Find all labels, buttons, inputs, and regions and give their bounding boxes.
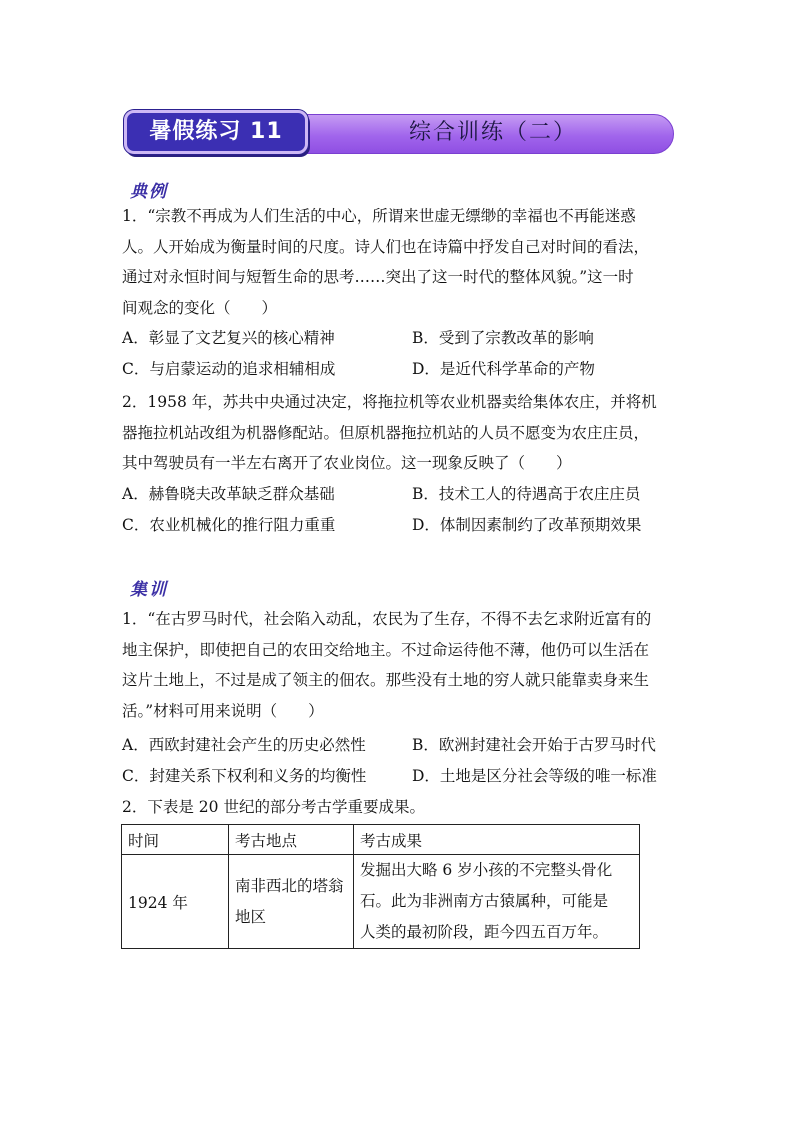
- cell-line: 人类的最初阶段，距今四五百万年。: [360, 923, 609, 941]
- stem-line: 2．1958 年，苏共中央通过决定，将拖拉机等农业机器卖给集体农庄，并将机: [122, 393, 657, 411]
- intro-line: 2．下表是 20 世纪的部分考古学重要成果。: [122, 798, 425, 816]
- option-a: A．彰显了文艺复兴的核心精神: [122, 329, 335, 347]
- cell-line: 地区: [235, 907, 267, 926]
- option-c: C．封建关系下权利和义务的均衡性: [122, 766, 367, 785]
- stem-line: 其中驾驶员有一半左右离开了农业岗位。这一现象反映了（ ）: [122, 454, 572, 472]
- stem-line: 间观念的变化（ ）: [122, 298, 278, 317]
- table-row: [122, 855, 640, 949]
- option-a: A．西欧封建社会产生的历史必然性: [122, 736, 366, 754]
- option-b: B．技术工人的待遇高于农庄庄员: [412, 485, 641, 503]
- question-2-stem: [122, 387, 674, 479]
- option-b: B．受到了宗教改革的影响: [412, 329, 594, 347]
- exercise-number-tag: 暑假练习 11: [124, 110, 308, 154]
- stem-line: 地主保护，即使把自己的农田交给地主。不过命运待他不薄，他仍可以生活在: [122, 640, 650, 659]
- option-d: D．体制因素制约了改革预期效果: [412, 515, 642, 534]
- column-header-result: 考古成果: [354, 825, 640, 855]
- column-header-time: 时间: [122, 825, 229, 855]
- cell-time: 1924 年: [122, 855, 229, 949]
- question-2-options: [122, 479, 682, 540]
- question-1-stem: [122, 201, 674, 323]
- practice-question-1-stem: [122, 604, 674, 726]
- practice-question-1-options: [122, 730, 682, 791]
- option-d: D．是近代科学革命的产物: [412, 359, 595, 378]
- section-heading-practice: 集训: [130, 580, 168, 600]
- cell-line: 发掘出大略 6 岁小孩的不完整头骨化: [360, 861, 613, 879]
- question-1-options: [122, 323, 682, 384]
- stem-line: 1．“在古罗马时代，社会陷入动乱，农民为了生存，不得不去乞求附近富有的: [122, 610, 652, 628]
- cell-line: 石。此为非洲南方古猿属种，可能是: [360, 892, 609, 910]
- stem-line: 人。人开始成为衡量时间的尺度。诗人们也在诗篇中抒发自己对时间的看法，: [122, 237, 650, 256]
- stem-line: 通过对永恒时间与短暂生命的思考……突出了这一时代的整体风貌。”这一时: [122, 268, 634, 286]
- stem-line: 活。”材料可用来说明（ ）: [122, 701, 324, 720]
- table-header-row: [122, 825, 640, 855]
- section-heading-examples: 典例: [130, 182, 168, 202]
- option-a: A．赫鲁晓夫改革缺乏群众基础: [122, 485, 335, 503]
- cell-site: [229, 855, 354, 949]
- option-d: D．土地是区分社会等级的唯一标准: [412, 766, 657, 785]
- option-b: B．欧洲封建社会开始于古罗马时代: [412, 736, 656, 754]
- page-title: 综合训练（二）: [409, 120, 578, 145]
- stem-line: 器拖拉机站改组为机器修配站。但原机器拖拉机站的人员不愿变为农庄庄员，: [122, 423, 650, 442]
- archaeology-table: [121, 824, 640, 949]
- stem-line: 1．“宗教不再成为人们生活的中心，所谓来世虚无缥缈的幸福也不再能迷惑: [122, 207, 636, 225]
- option-c: C．农业机械化的推行阻力重重: [122, 515, 336, 534]
- cell-line: 南非西北的塔翁: [235, 876, 344, 895]
- column-header-site: 考古地点: [229, 825, 354, 855]
- stem-line: 这片土地上，不过是成了领主的佃农。那些没有土地的穷人就只能靠卖身来生: [122, 671, 650, 689]
- option-c: C．与启蒙运动的追求相辅相成: [122, 359, 336, 378]
- practice-question-2-intro: [122, 792, 674, 823]
- header-banner: [124, 110, 674, 154]
- cell-result: [354, 855, 640, 949]
